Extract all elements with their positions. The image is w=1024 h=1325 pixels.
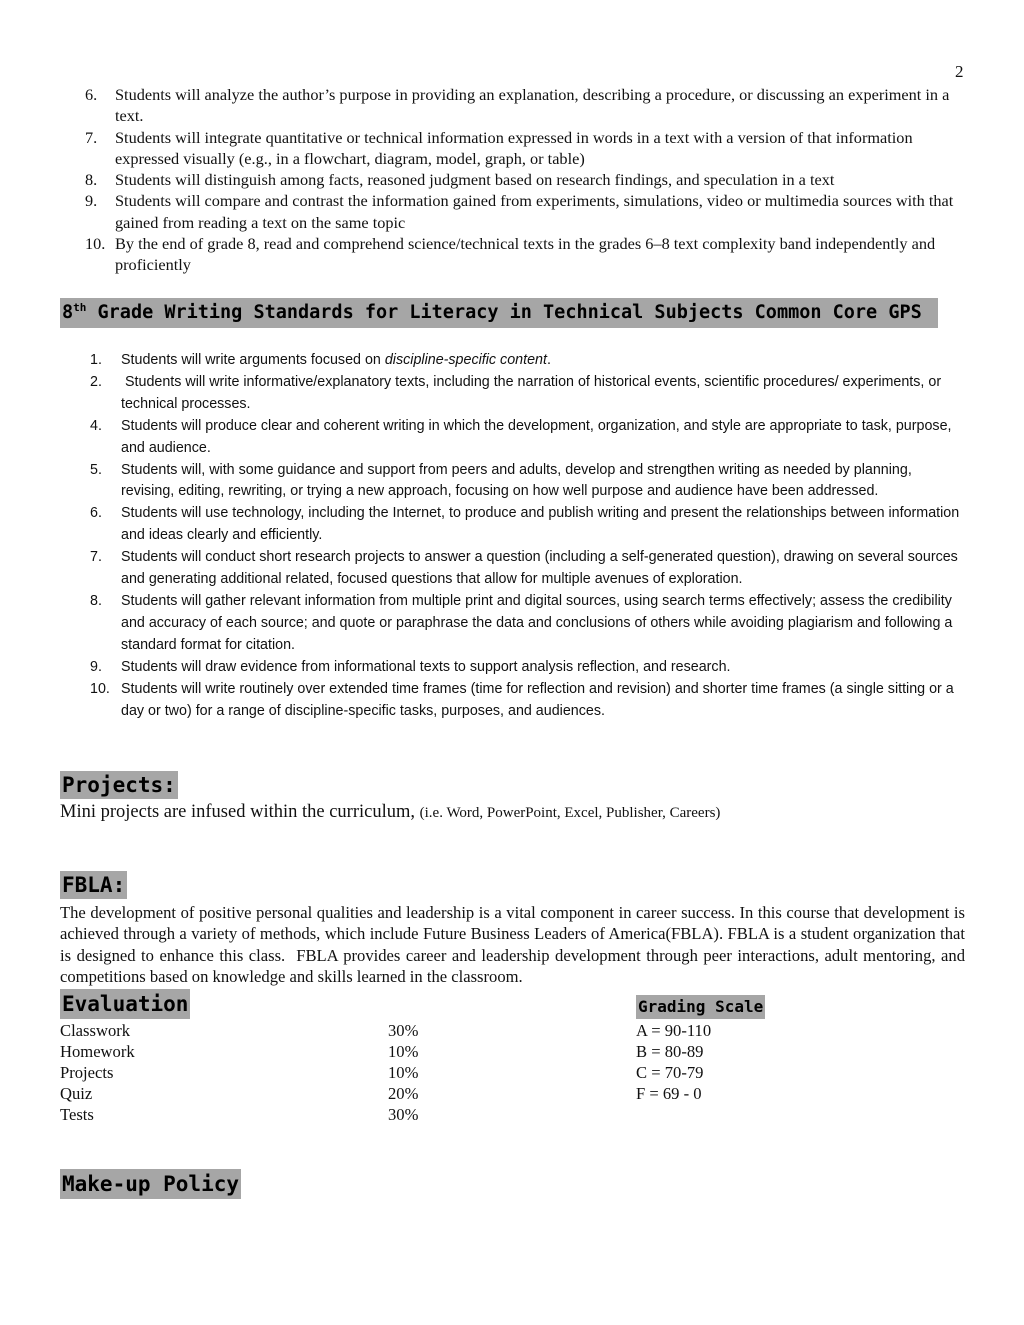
evaluation-category: Tests xyxy=(60,1105,94,1124)
item-number: 5. xyxy=(90,461,102,478)
evaluation-category: Classwork xyxy=(60,1021,131,1040)
list-item xyxy=(60,591,960,657)
item-text: Students will write routinely over extended time frames (time for reflection and revision) and shorter time frames (a single sitting or a day or two) for a range of discipline-specific tasks, purposes, and audiences. xyxy=(121,680,954,719)
evaluation-percent: 10% xyxy=(388,1063,419,1082)
reading-standards-list xyxy=(60,84,960,276)
item-text: Students will conduct short research projects to answer a question (including a self-generated question), drawing on several sources and generating additional related, focused questions that allow for multiple avenues of exploration. xyxy=(121,549,958,588)
evaluation-category: Projects xyxy=(60,1063,114,1082)
evaluation-category: Quiz xyxy=(60,1084,93,1103)
item-text xyxy=(121,350,960,372)
projects-main-text: Mini projects are infused within the curriculum, xyxy=(60,802,420,822)
item-text-end: . xyxy=(546,352,551,368)
fbla-heading: FBLA: xyxy=(62,873,126,897)
evaluation-percent: 20% xyxy=(388,1084,419,1103)
item-text: Students will gather relevant information from multiple print and digital sources, using search terms effectively; assess the credibility and accuracy of each source; and quote or paraphrase the data and conclusions of others while avoiding plagiarism and following a standard format for citation. xyxy=(121,592,953,653)
item-text: By the end of grade 8, read and comprehend science/technical texts in the grades 6–8 text complexity band independently and proficiently xyxy=(115,234,936,275)
list-item xyxy=(60,84,960,127)
page-number: 2 xyxy=(955,62,964,81)
item-text: Students will analyze the author’s purpose in providing an explanation, describing a procedure, or discussing an experiment in a text. xyxy=(115,85,950,126)
item-number: 1. xyxy=(90,352,102,368)
list-item xyxy=(60,460,960,504)
grading-scale-heading: Grading Scale xyxy=(636,995,765,1019)
item-text: Students will, with some guidance and support from peers and adults, develop and strengthen writing as needed by planning, revising, editing, rewriting, or trying a new approach, focusing on how well purpose and audience have been addressed. xyxy=(121,461,912,500)
item-number: 7. xyxy=(85,127,98,147)
list-item xyxy=(60,350,960,372)
writing-standards-heading xyxy=(60,298,938,328)
item-text: Students will write informative/explanatory texts, including the narration of historical events, scientific procedures/ experiments, or technical processes. xyxy=(121,373,946,412)
item-text-emphasis: discipline-specific content xyxy=(384,352,547,368)
item-number: 8. xyxy=(85,170,98,190)
grading-scale-entry: F = 69 - 0 xyxy=(636,1084,702,1103)
list-item xyxy=(60,169,960,190)
evaluation-row xyxy=(60,1104,760,1125)
list-item xyxy=(60,233,960,276)
list-item xyxy=(60,416,960,460)
list-item xyxy=(60,657,960,679)
grading-scale-entry: B = 80-89 xyxy=(636,1042,704,1061)
evaluation-heading: Evaluation xyxy=(60,989,190,1019)
item-number: 7. xyxy=(90,549,102,566)
projects-text xyxy=(60,802,720,823)
writing-standards-list xyxy=(60,350,960,722)
item-text: Students will draw evidence from informational texts to support analysis reflection, and research. xyxy=(121,658,731,675)
item-number: 10. xyxy=(90,680,110,697)
item-number: 4. xyxy=(90,417,102,434)
item-text: Students will use technology, including the Internet, to produce and publish writing and present the relationships between information and ideas clearly and efficiently. xyxy=(121,505,960,544)
item-text: Students will produce clear and coherent writing in which the development, organization, and style are appropriate to task, purpose, and audience. xyxy=(121,417,952,456)
item-text: Students will integrate quantitative or technical information expressed in words in a text with a version of that information expressed visually (e.g., in a flowchart, diagram, model, graph, or table) xyxy=(115,127,913,168)
evaluation-row xyxy=(60,1041,760,1062)
grading-scale-entry: A = 90-110 xyxy=(636,1021,712,1040)
makeup-policy-heading: Make-up Policy xyxy=(60,1169,241,1199)
list-item xyxy=(60,679,960,723)
item-number: 6. xyxy=(90,505,102,522)
projects-examples: (i.e. Word, PowerPoint, Excel, Publisher, Careers) xyxy=(419,805,721,821)
evaluation-row xyxy=(60,1083,760,1104)
fbla-paragraph: The development of positive personal qualities and leadership is a vital component in career success. In this course that development is achieved through a variety of methods, which include Future Business Leaders of America(FBLA). FBLA is a student organization that is designed to enhance this class. FBLA provides career and leadership development through peer interactions, adult mentoring, and competitions based on knowledge and skills learned in the classroom. xyxy=(60,903,970,986)
list-item xyxy=(60,372,960,416)
evaluation-percent: 30% xyxy=(388,1105,419,1124)
evaluation-row xyxy=(60,1062,760,1083)
item-number: 6. xyxy=(85,85,98,104)
heading-text: Grade Writing Standards for Literacy in Technical Subjects Common Core GPS xyxy=(86,302,922,323)
item-text: Students will distinguish among facts, reasoned judgment based on research findings, and speculation in a text xyxy=(115,170,835,190)
item-text: Students will compare and contrast the information gained from experiments, simulations, video or multimedia sources with that gained from reading a text on the same topic xyxy=(115,191,954,232)
item-number: 9. xyxy=(85,191,98,211)
heading-superscript: th xyxy=(73,300,87,314)
evaluation-category: Homework xyxy=(60,1042,135,1061)
projects-heading: Projects: xyxy=(62,773,176,797)
list-item xyxy=(60,547,960,591)
list-item xyxy=(60,503,960,547)
item-number: 2. xyxy=(90,373,102,390)
evaluation-percent: 10% xyxy=(388,1042,419,1061)
item-number: 8. xyxy=(90,592,102,609)
heading-grade: 8 xyxy=(62,302,74,323)
item-number: 9. xyxy=(90,658,102,675)
list-item xyxy=(60,127,960,170)
item-text-start: Students will write arguments focused on xyxy=(121,352,385,368)
evaluation-row xyxy=(60,1020,760,1041)
item-number: 10. xyxy=(85,234,106,254)
grading-scale-entry: C = 70-79 xyxy=(636,1063,704,1082)
evaluation-percent: 30% xyxy=(388,1021,419,1040)
list-item xyxy=(60,190,960,233)
